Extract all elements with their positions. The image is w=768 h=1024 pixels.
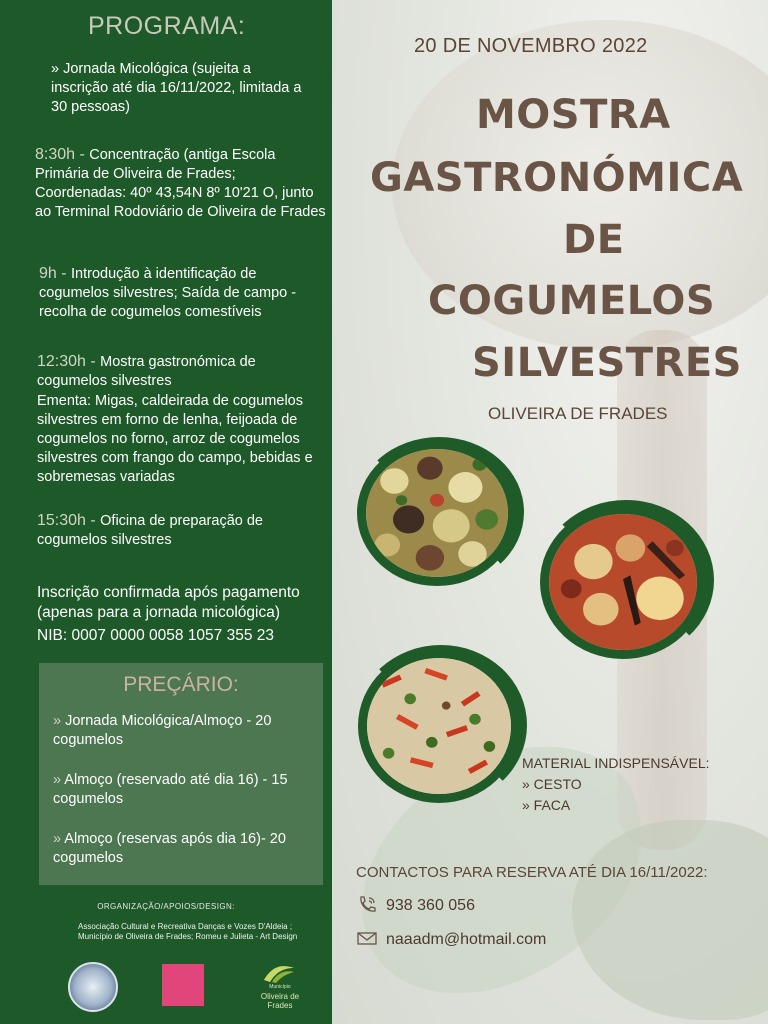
schedule-item [37,352,327,391]
food-photo-caldeirada [540,505,706,659]
event-location: OLIVEIRA DE FRADES [488,404,668,423]
art-design-logo [162,964,204,1006]
phone-number: 938 360 056 [386,897,475,914]
email-address: naaadm@hotmail.com [386,931,547,948]
schedule-time: 12:30h - [37,353,101,370]
pricing-item-text: Jornada Micológica/Almoço - 20 cogumelos [53,713,272,748]
mail-icon [356,929,378,947]
pricing-box [39,663,323,885]
organization-text: Associação Cultural e Recreativa Danças e Vozes D'Aldeia ; Município de Oliveira de Frades; Romeu e Julieta - Art Design [78,922,298,941]
schedule-text: Mostra gastronómica de cogumelos silvestres [37,354,256,389]
contacts-title: CONTACTOS PARA RESERVA ATÉ DIA 16/11/2022: [356,864,708,881]
event-title-line: COGUMELOS [428,278,716,324]
material-title: MATERIAL INDISPENSÁVEL: [522,755,710,771]
contact-phone[interactable] [356,895,475,915]
pricing-item: » Jornada Micológica/Almoço - 20 cogumelos [53,713,272,748]
material-item: » FACA [522,797,571,813]
schedule-text: Introdução à identificação de cogumelos silvestres; Saída de campo - recolha de cogumelos comestíveis [39,266,297,320]
nib-number: NIB: 0007 0000 0058 1057 355 23 [37,627,275,644]
pricing-item: » Almoço (reservas após dia 16)- 20 cogumelos [53,831,286,866]
event-title-line: GASTRONÓMICA [370,155,744,201]
pricing-item-text: Almoço (reservas após dia 16)- 20 cogumelos [53,831,286,866]
food-photo-arroz [358,649,520,803]
schedule-item [35,145,327,222]
registration-note: Inscrição confirmada após pagamento (apenas para a jornada micológica) [37,584,300,621]
schedule-time: 8:30h - [35,146,90,163]
pricing-item-text: Almoço (reservado até dia 16) - 15 cogumelos [53,772,288,807]
program-title: PROGRAMA: [88,12,246,40]
association-logo [68,962,118,1012]
material-item: » CESTO [522,776,582,792]
municipality-swoosh-icon [262,962,296,984]
program-intro: » Jornada Micológica (sujeita a inscrição até dia 16/11/2022, limitada a 30 pessoas) [51,61,302,115]
municipality-logo-line2: Oliveira de Frades [260,992,300,1010]
municipality-logo [254,960,306,1010]
event-title-line: MOSTRA [476,92,671,138]
material-section [522,753,710,816]
pricing-item: » Almoço (reservado até dia 16) - 15 cogumelos [53,772,288,807]
background-leaf [572,820,768,1020]
event-date: 20 DE NOVEMBRO 2022 [414,35,648,57]
phone-icon [356,895,378,913]
menu-text: Ementa: Migas, caldeirada de cogumelos silvestres em forno de lenha, feijoada de cogumelos no forno, arroz de cogumelos silvestres com frango do campo, bebidas e sobremesas variadas [37,393,313,485]
schedule-text: Oficina de preparação de cogumelos silvestres [37,513,263,548]
program-panel [0,0,332,1024]
event-title-line: DE [563,217,625,263]
schedule-item [39,264,319,322]
schedule-time: 15:30h - [37,512,101,529]
contact-email[interactable] [356,929,546,949]
schedule-time: 9h - [39,265,72,282]
event-title-line: SILVESTRES [472,340,742,386]
schedule-item [37,511,327,550]
pricing-title: PREÇÁRIO: [123,673,239,696]
food-photo-migas [357,440,517,586]
schedule-text: Concentração (antiga Escola Primária de Oliveira de Frades; Coordenadas: 40º 43,54N 8º 10'21 O, junto ao Terminal Rodoviário de Oliveira de Frades [35,147,326,220]
organization-title: ORGANIZAÇÃO/APOIOS/DESIGN: [97,902,235,911]
municipality-logo-line1: Município [269,984,291,990]
